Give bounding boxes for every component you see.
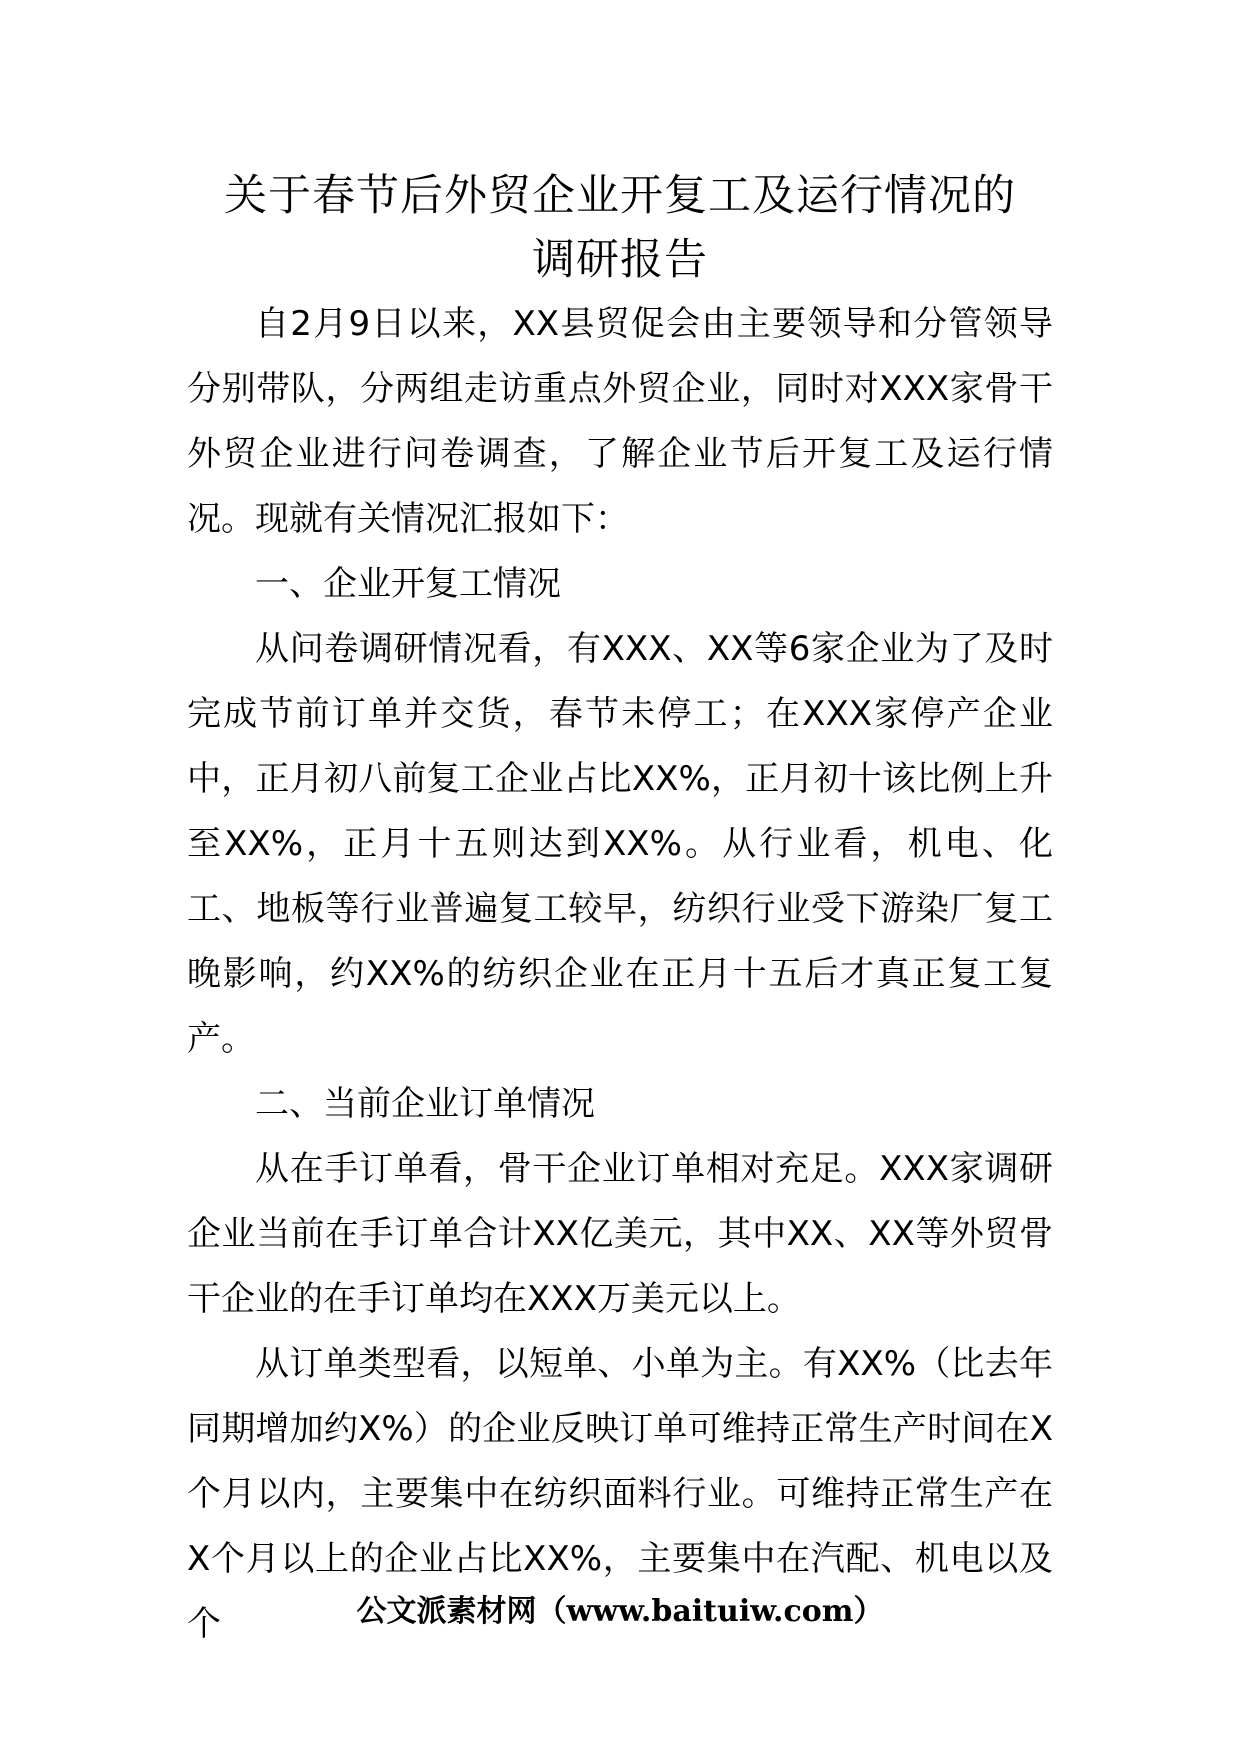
section-heading-1: 一、企业开复工情况 [255,564,561,604]
section-2-paragraph-2: 从订单类型看，以短单、小单为主。有XX%（比去年同期增加约X%）的企业反映订单可维持正常生产时间在X个月以内，主要集中在纺织面料行业。可维持正常生产在X个月以上的企业占比XX%，主要集中在汽配、机电以及个 [187,1344,1053,1644]
section-1-paragraph: 从问卷调研情况看，有XXX、XX等6家企业为了及时完成节前订单并交货，春节未停工；在XXX家停产企业中，正月初八前复工企业占比XX%，正月初十该比例上升至XX%，正月十五则达到XX%。从行业看，机电、化工、地板等行业普遍复工较早，纺织行业受下游染厂复工晚影响，约XX%的纺织企业在正月十五后才真正复工复产。 [187,629,1053,1059]
section-2-paragraph-1: 从在手订单看，骨干企业订单相对充足。XXX家调研企业当前在手订单合计XX亿美元，其中XX、XX等外贸骨干企业的在手订单均在XXX万美元以上。 [187,1149,1053,1319]
document-title-line-2: 调研报告 [532,235,708,285]
document-title-line-1: 关于春节后外贸企业开复工及运行情况的 [224,171,1016,221]
intro-paragraph: 自2月9日以来，XX县贸促会由主要领导和分管领导分别带队，分两组走访重点外贸企业，同时对XXX家骨干外贸企业进行问卷调查，了解企业节后开复工及运行情况。现就有关情况汇报如下： [187,304,1053,539]
section-heading-2: 二、当前企业订单情况 [255,1084,595,1124]
footer-watermark: 公文派素材网（www.baituiw.com） [356,1594,884,1629]
document-body [187,292,1053,1657]
